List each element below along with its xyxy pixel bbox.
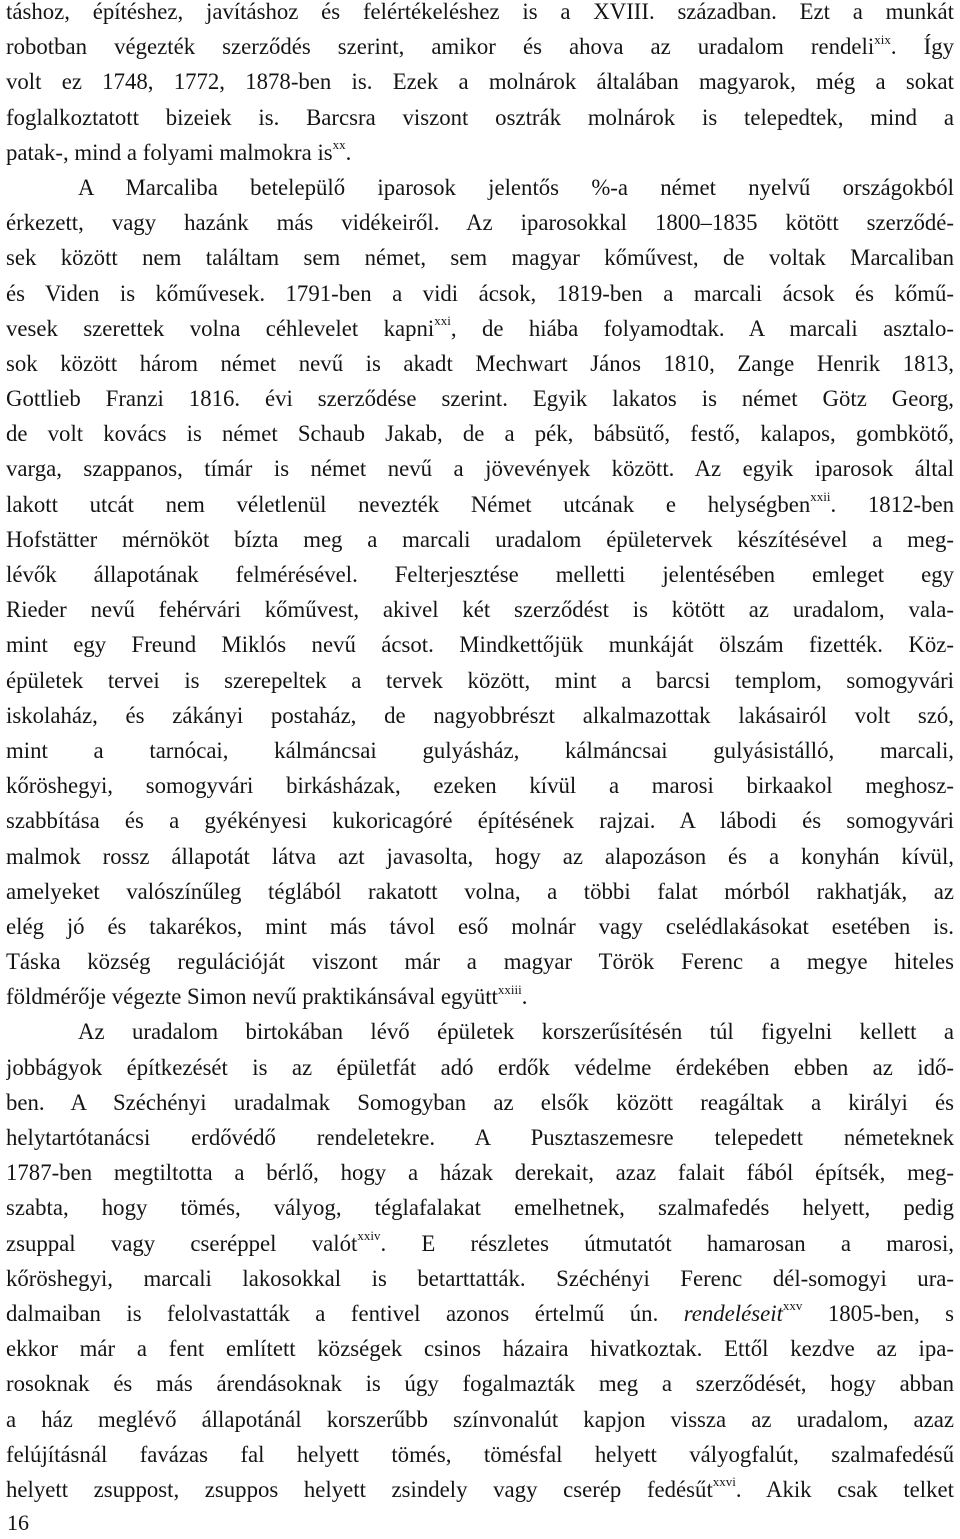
line-text: szabbítása és a gyékényesi kukoricagóré építésének rajzai. A lábodi és somogyvári (6, 808, 954, 834)
text-line (6, 698, 954, 733)
footnote-reference: xxvi (712, 1474, 736, 1490)
text-line (6, 416, 954, 451)
line-text: Az uradalom birtokában lévő épületek korszerűsítésén túl figyelni kellett a (78, 1019, 954, 1045)
line-text: kőröshegyi, somogyvári birkásházak, ezeken kívül a marosi birkaakol meghosz- (6, 773, 954, 799)
line-text: és Viden is kőművesek. 1791-ben a vidi ácsok, 1819-ben a marcali ácsok és kőmű- (6, 280, 954, 306)
text-line (6, 1014, 954, 1049)
text-line (6, 64, 954, 99)
text-line (6, 663, 954, 698)
line-text: robotban végezték szerződés szerint, amikor és ahova az uradalom rendeli (6, 34, 875, 60)
line-text: varga, szappanos, tímár is német nevű a jövevények között. Az egyik iparosok által (6, 456, 954, 482)
text-line (6, 276, 954, 311)
body-text (6, 0, 954, 1507)
text-line (6, 522, 954, 557)
line-text: patak-, mind a folyami malmokra is (6, 139, 333, 165)
line-text: sok között három német nevű is akadt Mechwart János 1810, Zange Henrik 1813, (6, 350, 954, 376)
line-text: Táska község regulációját viszont már a magyar Török Ferenc a megye hiteles (6, 949, 954, 975)
line-text: ekkor már a fent említett községek csinos házaira hivatkoztak. Ettől kezdve az ipa- (6, 1336, 954, 1362)
line-text-continuation: . 1812-ben (830, 491, 954, 517)
line-text-continuation: . Akik csak telket (735, 1476, 954, 1502)
line-text: de volt kovács is német Schaub Jakab, de a pék, bábsütő, festő, kalapos, gombkötő, (6, 421, 954, 447)
line-text: táshoz, építéshez, javításhoz és felértékeléshez is a XVIII. században. Ezt a munkát (6, 0, 954, 24)
line-text-continuation: . (521, 984, 528, 1010)
text-line (6, 557, 954, 592)
line-text: iskolaház, és zákányi postaház, de nagyobbrészt alkalmazottak lakásairól volt szó, (6, 702, 954, 728)
line-text: foglalkoztatott bizeiek is. Barcsra viszont osztrák molnárok is telepedtek, mind a (6, 104, 954, 130)
text-line (6, 451, 954, 486)
text-line (6, 29, 954, 64)
text-line (6, 874, 954, 909)
footnote-reference: xx (332, 137, 346, 153)
text-line (6, 1437, 954, 1472)
line-text: mint a tarnócai, kálmáncsai gulyásház, kálmáncsai gulyásistálló, marcali, (6, 737, 954, 763)
text-line (6, 909, 954, 944)
line-text: Rieder nevű fehérvári kőművest, akivel két szerződést is kötött az uradalom, vala- (6, 597, 954, 623)
footnote-reference: xix (874, 31, 891, 47)
line-text-continuation: , de hiába folyamodtak. A marcali asztalo- (450, 315, 954, 341)
line-text: kőröshegyi, marcali lakosokkal is betarttatták. Széchényi Ferenc dél-somogyi ura- (6, 1265, 954, 1291)
line-text: földmérője végezte Simon nevű praktikánsával együtt (6, 984, 498, 1010)
line-text: ben. A Széchényi uradalmak Somogyban az elsők között reagáltak a királyi és (6, 1089, 954, 1115)
line-text: Gottlieb Franzi 1816. évi szerződése szerint. Egyik lakatos is német Götz Georg, (6, 386, 954, 412)
text-line (6, 979, 954, 1014)
text-line (6, 0, 954, 29)
line-text: helytartótanácsi erdővédő rendeletekre. A Pusztaszemesre telepedett németeknek (6, 1125, 954, 1150)
text-line (6, 1261, 954, 1296)
line-text-continuation: . E részletes útmutatót hamarosan a marosi, (380, 1230, 954, 1256)
line-text: malmok rossz állapotát látva azt javasolta, hogy az alapozáson és a konyhán kívül, (6, 843, 954, 869)
text-line (6, 1366, 954, 1401)
footnote-reference: xxi (434, 313, 451, 329)
text-line (6, 592, 954, 627)
line-text: a ház meglévő állapotánál korszerűbb színvonalút kapjon vissza az uradalom, azaz (6, 1406, 954, 1432)
line-text: jobbágyok építkezését is az épületfát adó erdők védelme érdekében ebben az idő- (6, 1054, 954, 1080)
text-line (6, 944, 954, 979)
text-line (6, 1190, 954, 1225)
line-text: lévők állapotának felmérésével. Felterjesztése melletti jelentésében emleget egy (6, 562, 954, 587)
text-line (6, 1155, 954, 1190)
line-text: lakott utcát nem véletlenül nevezték Német utcának e helységben (6, 491, 811, 517)
text-line (6, 1472, 954, 1507)
line-text: 1787-ben megtiltotta a bérlő, hogy a házak derekait, azaz falait fából építsék, meg- (6, 1160, 954, 1186)
text-line (6, 170, 954, 205)
text-line (6, 135, 954, 170)
text-line (6, 627, 954, 662)
text-line (6, 1402, 954, 1437)
line-text-continuation: 1805-ben, s (802, 1300, 954, 1326)
text-line (6, 768, 954, 803)
footnote-reference: xxiii (497, 981, 522, 997)
text-line (6, 1226, 954, 1261)
line-text: Hofstätter mérnököt bízta meg a marcali uradalom épületervek készítésével a meg- (6, 526, 954, 552)
line-text: elég jó és takarékos, mint más távol eső molnár vagy cselédlakásokat esetében is. (6, 913, 954, 939)
text-line (6, 100, 954, 135)
line-text: helyett zsuppost, zsuppos helyett zsindely vagy cserép fedésűt (6, 1476, 713, 1502)
italic-term: rendeléseit (683, 1300, 783, 1326)
text-line (6, 803, 954, 838)
text-line (6, 1120, 954, 1155)
line-text: A Marcaliba betelepülő iparosok jelentős %-a német nyelvű országokból (78, 174, 954, 200)
text-line (6, 733, 954, 768)
text-line (6, 1050, 954, 1085)
page-number: 16 (7, 1510, 29, 1535)
line-text: mint egy Freund Miklós nevű ácsot. Mindkettőjük munkáját ölszám fizették. Köz- (6, 632, 954, 658)
text-line (6, 487, 954, 522)
line-text: volt ez 1748, 1772, 1878-ben is. Ezek a molnárok általában magyarok, még a sokat (6, 69, 954, 95)
line-text: vesek szerettek volna céhlevelet kapni (6, 315, 435, 341)
footnote-reference: xxv (782, 1298, 803, 1314)
line-text: érkezett, vagy hazánk más vidékeiről. Az iparosokkal 1800–1835 kötött szerződé- (6, 210, 954, 236)
footnote-reference: xxiv (357, 1227, 381, 1243)
line-text: rosoknak és más árendásoknak is úgy fogalmazták meg a szerződését, hogy abban (6, 1371, 954, 1397)
line-text: dalmaiban is felolvastatták a fentivel azonos értelmű ún. (6, 1300, 684, 1326)
text-line (6, 839, 954, 874)
text-line (6, 205, 954, 240)
text-line (6, 1331, 954, 1366)
text-line (6, 240, 954, 275)
line-text-continuation: . (345, 139, 352, 165)
footnote-reference: xxii (810, 489, 831, 505)
line-text: épületek tervei is szerepeltek a tervek között, mint a barcsi templom, somogyvári (6, 667, 954, 693)
line-text-continuation: . Így (890, 34, 954, 60)
document-page (6, 0, 954, 1507)
line-text: szabta, hogy tömés, vályog, téglafalakat emelhetnek, szalmafedés helyett, pedig (6, 1195, 954, 1221)
line-text: sek között nem találtam sem német, sem magyar kőművest, de voltak Marcaliban (6, 245, 954, 271)
text-line (6, 1085, 954, 1120)
text-line (6, 1296, 954, 1331)
text-line (6, 346, 954, 381)
line-text: felújításnál favázas fal helyett tömés, tömésfal helyett vályogfalút, szalmafedésű (6, 1441, 954, 1467)
line-text: zsuppal vagy cseréppel valót (6, 1230, 358, 1256)
line-text: amelyeket valószínűleg téglából rakatott volna, a többi falat mórból rakhatják, az (6, 878, 954, 904)
text-line (6, 311, 954, 346)
text-line (6, 381, 954, 416)
